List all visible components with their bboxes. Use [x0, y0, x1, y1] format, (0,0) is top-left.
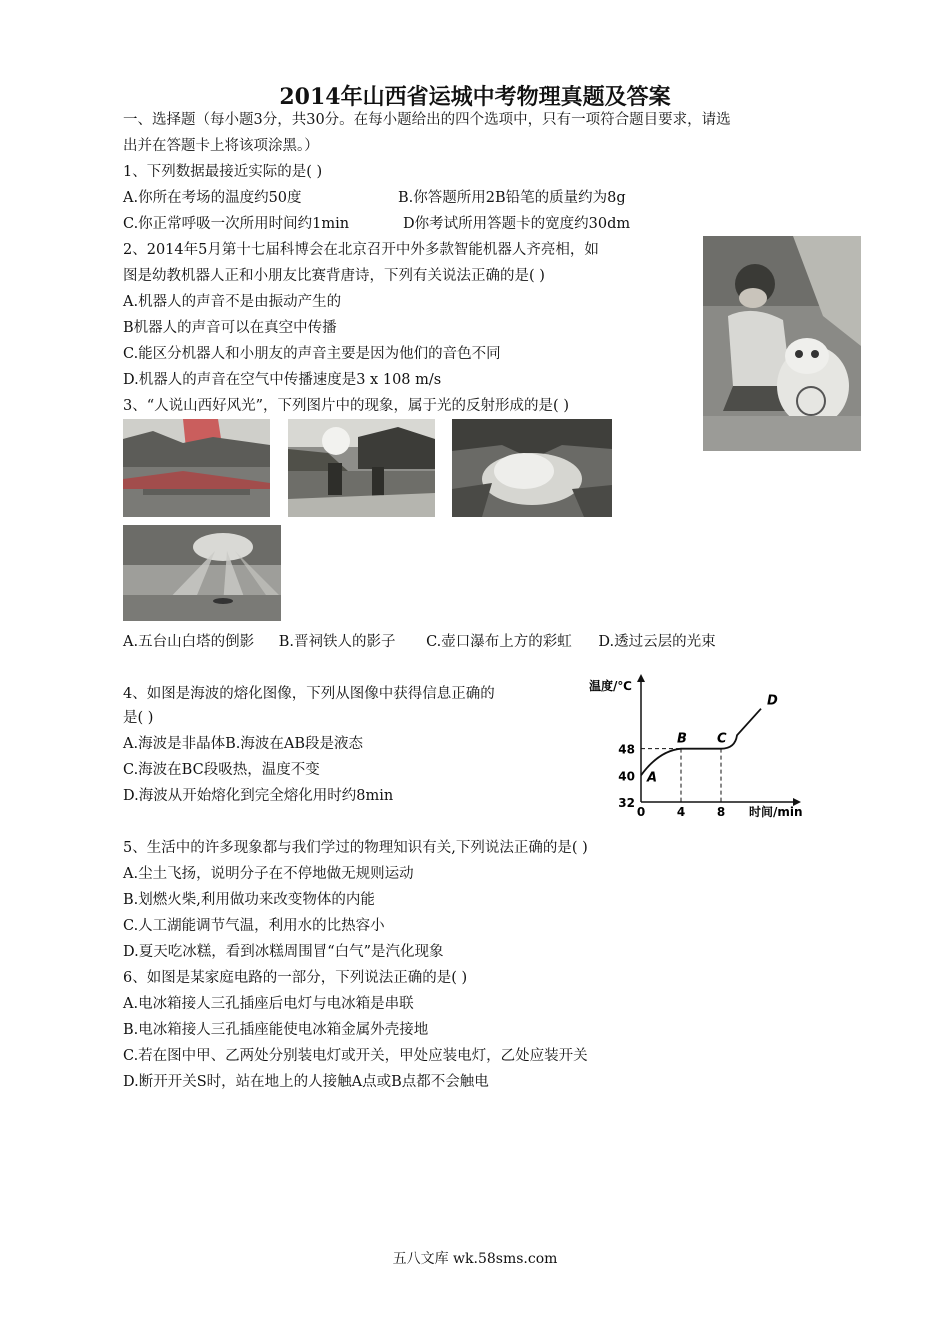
- y-axis-arrow: [637, 674, 645, 682]
- q2-option-c: C.能区分机器人和小朋友的声音主要是因为他们的音色不同: [123, 346, 501, 362]
- q4-option-ab: [123, 734, 363, 754]
- y-tick-48: 48: [618, 742, 635, 757]
- q6-option-d: D.断开开关S时，站在地上的人接触A点或B点都不会触电: [123, 1074, 489, 1090]
- q2-stem-line2: 图是幼教机器人正和小朋友比赛背唐诗，下列有关说法正确的是( ): [123, 268, 545, 284]
- q1-option-a: A.你所在考场的温度约50度: [123, 190, 302, 206]
- q1-option-d: D你考试所用答题卡的宽度约30dm: [403, 216, 631, 232]
- melting-curve-chart: [585, 672, 815, 820]
- q1-option-b: B.你答题所用2B铅笔的质量约为8g: [398, 190, 626, 206]
- q5-option-a: A.尘土飞扬，说明分子在不停地做无规则运动: [123, 866, 414, 882]
- q4-option-c: C.海波在BC段吸热，温度不变: [123, 762, 320, 778]
- section-heading-line2: 出并在答题卡上将该项涂黑。）: [123, 138, 319, 154]
- x-axis-label: 时间/min: [749, 805, 803, 819]
- point-label-D: D: [767, 693, 778, 709]
- sunbeams-through-clouds-photo: [123, 525, 281, 621]
- q3-option-b: B.晋祠铁人的影子: [278, 634, 396, 650]
- q4-option-b: B.海波在AB段是液态: [225, 736, 363, 752]
- x-tick-4: 4: [676, 805, 686, 819]
- q5-option-b: B.划燃火柴,利用做功来改变物体的内能: [123, 892, 375, 908]
- q4-option-d: D.海波从开始熔化到完全熔化用时约8min: [123, 788, 394, 804]
- q3-stem: 3、“人说山西好风光”，下列图片中的现象，属于光的反射形成的是( ): [123, 398, 569, 414]
- x-tick-0: 0: [636, 805, 646, 819]
- q2-stem-line1: 2、2014年5月第十七届科博会在北京召开中外多款智能机器人齐亮相，如: [123, 242, 599, 258]
- q1-option-c: C.你正常呼吸一次所用时间约1min: [123, 216, 350, 232]
- q4-stem-line2: 是( ): [123, 710, 154, 726]
- y-tick-40: 40: [618, 769, 635, 784]
- q3-option-c: C.壶口瀑布上方的彩虹: [426, 634, 572, 650]
- q2-option-d: D.机器人的声音在空气中传播速度是3 x 108 m/s: [123, 372, 442, 388]
- point-label-C: C: [717, 731, 727, 747]
- x-tick-8: 8: [716, 805, 726, 819]
- q2-option-b: B机器人的声音可以在真空中传播: [123, 320, 337, 336]
- jinci-iron-man-photo: [288, 419, 435, 517]
- white-pagoda-reflection-photo: [123, 419, 270, 517]
- q2-option-a: A.机器人的声音不是由振动产生的: [123, 294, 342, 310]
- page-title: 2014年山西省运城中考物理真题及答案: [279, 84, 671, 110]
- q5-option-c: C.人工湖能调节气温，利用水的比热容小: [123, 918, 385, 934]
- footer-source: 五八文库 wk.58sms.com: [392, 1251, 558, 1267]
- q5-stem: 5、生活中的许多现象都与我们学过的物理知识有关,下列说法正确的是( ): [123, 840, 588, 856]
- q6-stem: 6、如图是某家庭电路的一部分，下列说法正确的是( ): [123, 970, 468, 986]
- q3-option-d: D.透过云层的光束: [598, 634, 716, 650]
- q6-option-c: C.若在图中甲、乙两处分别装电灯或开关，甲处应装电灯，乙处应装开关: [123, 1048, 588, 1064]
- q1-stem: 1、下列数据最接近实际的是( ): [123, 164, 323, 180]
- q6-option-b: B.电冰箱接人三孔插座能使电冰箱金属外壳接地: [123, 1022, 429, 1038]
- q4-stem-line1: 4、如图是海波的熔化图像，下列从图像中获得信息正确的: [123, 686, 495, 702]
- q5-option-d: D.夏天吃冰糕，看到冰糕周围冒“白气”是汽化现象: [123, 944, 444, 960]
- q3-option-a: A.五台山白塔的倒影: [123, 634, 255, 650]
- melting-curve-line: [641, 709, 761, 776]
- section-heading-line1: 一、选择题（每小题3分，共30分。在每小题给出的四个选项中，只有一项符合题目要求，请选: [123, 112, 731, 128]
- y-axis-label: 温度/℃: [589, 679, 632, 693]
- point-label-A: A: [647, 770, 658, 786]
- y-tick-32: 32: [618, 796, 635, 810]
- point-label-B: B: [677, 731, 687, 747]
- hukou-waterfall-photo: [452, 419, 612, 517]
- robot-child-photo: [703, 236, 861, 451]
- q4-option-a: A.海波是非晶体: [123, 736, 226, 752]
- q6-option-a: A.电冰箱接人三孔插座后电灯与电冰箱是串联: [123, 996, 414, 1012]
- q3-options: [123, 630, 716, 651]
